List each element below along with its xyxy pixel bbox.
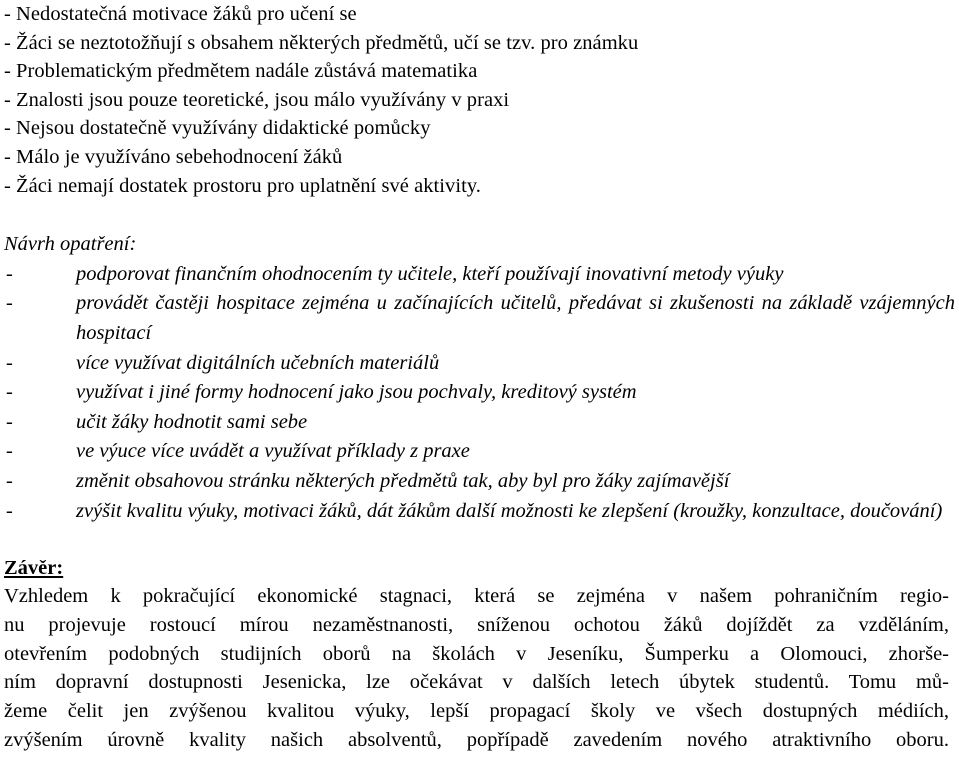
measure-text: učit žáky hodnotit sami sebe: [76, 410, 308, 433]
measure-dash: -: [6, 440, 13, 463]
measure-dash: -: [6, 262, 13, 285]
conclusion-line: žeme čelit jen zvýšenou kvalitou výuky, lepší propagací školy ve všech dostupných médiích,: [4, 700, 949, 723]
measure-text: ve výuce více uvádět a využívat příklady z praxe: [76, 440, 470, 463]
document-page: [4, 0, 955, 755]
measures-list: [4, 260, 955, 526]
measure-item: [4, 260, 955, 290]
measure-dash: -: [6, 381, 13, 404]
measure-dash: -: [6, 499, 13, 522]
issue-item: - Nedostatečná motivace žáků pro učení se: [4, 3, 357, 25]
measure-item: [4, 497, 955, 527]
measure-item: [4, 378, 955, 408]
measure-item: [4, 408, 955, 438]
conclusion-line: Vzhledem k pokračující ekonomické stagnaci, která se zejména v našem pohraničním regio-: [4, 585, 949, 608]
measure-item: [4, 437, 955, 467]
conclusion-line: nu projevuje rostoucí mírou nezaměstnanosti, sníženou ochotou žáků dojíždět za vzděláním,: [4, 613, 949, 636]
issue-item: - Znalosti jsou pouze teoretické, jsou málo využívány v praxi: [4, 88, 510, 111]
measure-text: zvýšit kvalitu výuky, motivaci žáků, dát žákům další možnosti ke zlepšení (kroužky, konzultace, doučování): [76, 499, 943, 522]
measure-dash: -: [6, 292, 13, 315]
issue-item: - Žáci se neztotožňují s obsahem některých předmětů, učí se tzv. pro známku: [4, 31, 639, 54]
conclusion-line: otevřením podobných studijních oborů na školách v Jeseníku, Šumperku a Olomouci, zhorše-: [4, 642, 949, 665]
measure-dash: -: [6, 469, 13, 492]
conclusion-line: ním dopravní dostupnosti Jesenicka, lze očekávat v dalších letech úbytek studentů. Tomu mů-: [4, 671, 949, 694]
conclusion-paragraph: [4, 582, 955, 755]
issue-item: - Málo je využíváno sebehodnocení žáků: [4, 145, 343, 168]
measure-item: [4, 289, 955, 348]
measure-item: [4, 349, 955, 379]
issue-item: - Problematickým předmětem nadále zůstává matematika: [4, 60, 478, 83]
conclusion-heading: Závěr:: [4, 557, 64, 580]
issue-item: - Nejsou dostatečně využívány didaktické pomůcky: [4, 117, 431, 140]
measure-dash: -: [6, 351, 13, 374]
measures-heading: Návrh opatření:: [4, 233, 137, 256]
conclusion-line: zvýšením úrovně kvality našich absolventů, popřípadě zavedením nového atraktivního oboru.: [4, 729, 949, 752]
measure-text: provádět častěji hospitace zejména u začínajících učitelů, předávat si zkušenosti na základě vzájemných hospitací: [76, 292, 955, 344]
measure-item: [4, 467, 955, 497]
measure-dash: -: [6, 410, 13, 433]
measure-text: více využívat digitálních učebních materiálů: [76, 351, 440, 374]
issues-list: [4, 0, 955, 200]
issue-item: - Žáci nemají dostatek prostoru pro uplatnění své aktivity.: [4, 174, 481, 197]
measure-text: využívat i jiné formy hodnocení jako jsou pochvaly, kreditový systém: [76, 381, 637, 404]
measure-text: změnit obsahovou stránku některých předmětů tak, aby byl pro žáky zajímavější: [76, 469, 730, 492]
measure-text: podporovat finančním ohodnocením ty učitele, kteří používají inovativní metody výuky: [76, 262, 784, 285]
